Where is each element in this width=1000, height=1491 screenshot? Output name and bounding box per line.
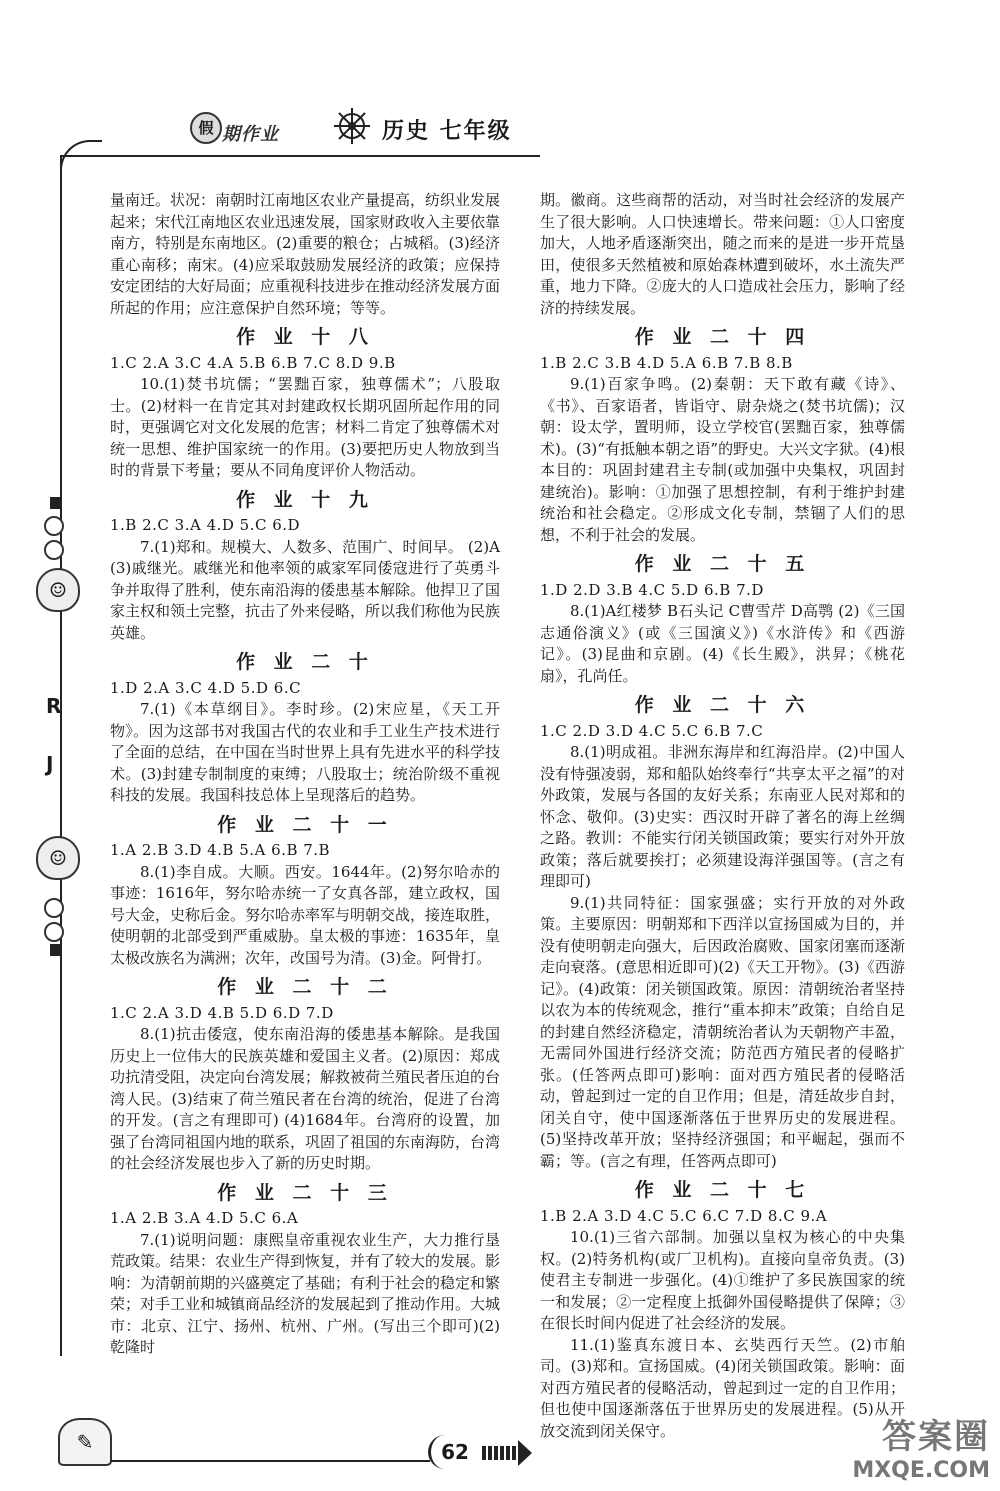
choice-answers: 1.C 2.A 3.D 4.B 5.D 6.D 7.D: [110, 1003, 334, 1022]
page-header: [150, 100, 550, 160]
answer-paragraph: 10.(1)三省六部制。加强以皇权为核心的中央集权。(2)特务机构(或厂卫机构)。直接向皇帝负责。(3)使君主专制进一步强化。(4)①维护了多民族国家的统一和发展；②一定程度上抵御外国侵略提供了保障；③在很长时间内促进了社会经济的发展。: [540, 1228, 905, 1332]
choice-answers: 1.D 2.D 3.B 4.C 5.D 6.B 7.D: [540, 580, 764, 599]
left-column: [110, 190, 500, 1359]
watermark-url: MXQE.COM: [852, 1458, 990, 1483]
answer-paragraph: 7.(1)《本草纲目》。李时珍。(2)宋应星，《天工开物》。因为这部书对我国古代的农业和手工业生产技术进行了全面的总结，在中国在当时世界上具有先进水平的科学技术。(3)封建专制制度的束缚；八股取士；统治阶级不重视科技的发展。我国科技总体上呈现落后的趋势。: [110, 700, 501, 804]
answer-paragraph: 9.(1)共同特征：国家强盛；实行开放的对外政策。主要原因：明朝郑和下西洋以宣扬国威为目的，并没有使明朝走向强大，后因政治腐败、国家闭塞而逐渐走向衰落。(意思相近即可)(2)《天工开物》。(3)《西游记》。(4)政策：闭关锁国政策。原因：清朝统治者坚持以农为本的传统观念，推行“重本抑末”政策；自给自足的封建自然经济稳定，清朝统治者认为天朝物产丰盈，无需同外国进行经济交流；防范西方殖民者的侵略扩张。(任答两点即可)影响：面对西方殖民者的侵略活动，曾起到过一定的自卫作用；但是，清廷故步自封，闭关自守，使中国逐渐落伍于世界历史的发展进程。(5)坚持改革开放；坚持经济强国；和平崛起，强而不霸；等。(言之有理，任答两点即可): [540, 893, 905, 1170]
answer-paragraph: 8.(1)抗击倭寇，使东南沿海的倭患基本解除。是我国历史上一位伟大的民族英雄和爱国主义者。(2)原因：郑成功抗清受阻，决定向台湾发展；解救被荷兰殖民者压迫的台湾人民。(3)结束了荷兰殖民者在台湾的统治，促进了台湾的开发。(言之有理即可) (4)1684年。台湾府的设置，加强了台湾同祖国内地的联系，巩固了祖国的东南海防，台湾的社会经济发展也步入了新的历史时期。: [110, 1025, 501, 1172]
rail-square-marker: [50, 944, 62, 956]
rail-square-marker: [50, 497, 62, 509]
section-heading: 作 业 二 十 三: [217, 1181, 393, 1204]
choice-answers: 1.D 2.A 3.C 4.D 5.D 6.C: [110, 678, 302, 697]
rail-circle: [44, 540, 64, 560]
answer-paragraph: 8.(1)明成祖。非洲东海岸和红海沿岸。(2)中国人没有恃强凌弱，郑和船队始终奉行“共享太平之福”的对外政策，发展与各国的友好关系；东南亚人民对郑和的怀念、敬仰。(3)史实：西汉时开辟了著名的海上丝绸之路。教训：不能实行闭关锁国政策；要实行对外开放政策；落后就要挨打；必须建设海洋强国等。(言之有理即可): [540, 743, 905, 890]
answer-paragraph: 8.(1)A红楼梦 B石头记 C曹雪芹 D高鹗 (2)《三国志通俗演义》(或《三国演义》)《水浒传》和《西游记》。(3)昆曲和京剧。(4)《长生殿》，洪昇；《桃花扇》，孔尚任。: [540, 602, 905, 685]
answer-paragraph: 量南迁。状况：南朝时江南地区农业产量提高，纺织业发展起来；宋代江南地区农业迅速发展，国家财政收入主要依靠南方，特别是东南地区。(2)重要的粮仓；占城稻。(3)经济重心南移；南宋。(4)应采取鼓励发展经济的政策；应保持安定团结的大好局面；应重视科技进步在推动经济发展方面所起的作用；应注意保护自然环境；等等。: [110, 191, 501, 317]
right-column: [540, 190, 905, 1442]
header-subject: 历史 七年级: [382, 119, 512, 144]
logo-badge: 假: [190, 112, 222, 144]
rail-circle: [44, 898, 64, 918]
answer-paragraph: 7.(1)郑和。规模大、人数多、范围广、时间早。 (2)A (3)戚继光。戚继光和他率领的戚家军同倭寇进行了英勇斗争并取得了胜利，使东南沿海的倭患基本解除。他捍卫了国家主权和领土完整，抗击了外来侵略，所以我们称他为民族英雄。: [110, 537, 501, 642]
header-decor-curve: [60, 140, 102, 202]
rail-letter-j: J: [46, 752, 54, 776]
answer-paragraph: 7.(1)说明问题：康熙皇帝重视农业生产，大力推行垦荒政策。结果：农业生产得到恢复，并有了较大的发展。影响：为清朝前期的兴盛奠定了基础；有利于社会的稳定和繁荣；对手工业和城镇商品经济的发展起到了推动作用。大城市：北京、江宁、扬州、杭州、广州。(写出三个即可)(2)乾隆时: [110, 1230, 501, 1356]
section-heading: 作 业 十 九: [236, 488, 374, 511]
rail-circle: [44, 922, 64, 942]
footer-rule: [110, 1460, 430, 1462]
mascot-icon: ☺: [36, 836, 80, 880]
watermark-logo: 答案圈: [882, 1417, 990, 1457]
logo-text: 期作业: [222, 124, 279, 145]
header-rule: [60, 155, 540, 157]
answer-paragraph: 11.(1)鉴真东渡日本、玄奘西行天竺。(2)市舶司。(3)郑和。宣扬国威。(4)闭关锁国政策。影响：面对西方殖民者的侵略活动，曾起到过一定的自卫作用；但也使中国逐渐落伍于世界历史的发展进程。(5)从开放交流到闭关保守。: [540, 1335, 905, 1440]
left-rail: [60, 156, 62, 1356]
watermark: [852, 1409, 990, 1483]
choice-answers: 1.A 2.B 3.D 4.B 5.A 6.B 7.B: [110, 841, 331, 859]
ship-wheel-icon: [332, 106, 372, 146]
answer-paragraph: 期。徽商。这些商帮的活动，对当时社会经济的发展产生了很大影响。人口快速增长。带来问题：①人口密度加大，人地矛盾逐渐突出，随之而来的是进一步开荒垦田，使很多天然植被和原始森林遭到破坏，水土流失严重，地力下降。②庞大的人口造成社会压力，影响了经济的持续发展。: [540, 191, 905, 317]
choice-answers: 1.B 2.C 3.B 4.D 5.A 6.B 7.B 8.B: [540, 353, 793, 372]
answer-paragraph: 9.(1)百家争鸣。(2)秦朝：天下敢有藏《诗》、《书》、百家语者，皆诣守、尉杂烧之(焚书坑儒)；汉朝：设太学，置明师，设立学校官(罢黜百家，独尊儒术)。(3)“有抵触本朝之语”的野史。大兴文字狱。(4)根本目的：巩固封建君主专制(或加强中央集权，巩固封建统治)。影响：①加强了思想控制，有利于维护封建统治和社会稳定。②形成文化专制，禁锢了人们的思想，不利于社会的发展。: [540, 375, 905, 544]
page-number: 62: [428, 1435, 479, 1469]
choice-answers: 1.C 2.D 3.D 4.C 5.C 6.B 7.C: [540, 721, 764, 740]
section-heading: 作 业 二 十 五: [634, 553, 811, 575]
rail-circle: [44, 516, 64, 536]
section-heading: 作 业 二 十 一: [217, 813, 393, 836]
choice-answers: 1.B 2.C 3.A 4.D 5.C 6.D: [110, 516, 301, 534]
section-heading: 作 业 二 十 四: [634, 326, 811, 348]
answer-paragraph: 8.(1)李自成。大顺。西安。1644年。(2)努尔哈赤的事迹：1616年，努尔哈赤统一了女真各部，建立政权，国号大金，史称后金。努尔哈赤率军与明朝交战，接连取胜，使明朝的北部受到严重威胁。皇太极的事迹：1635年，皇太极改族名为满洲；次年，改国号为清。(3)金。阿骨打。: [110, 862, 501, 967]
choice-answers: 1.A 2.B 3.A 4.D 5.C 6.A: [110, 1209, 299, 1227]
choice-answers: 1.B 2.A 3.D 4.C 5.C 6.C 7.D 8.C 9.A: [540, 1206, 828, 1225]
section-heading: 作 业 二 十 七: [634, 1179, 811, 1201]
choice-answers: 1.C 2.A 3.C 4.A 5.B 6.B 7.C 8.D 9.B: [110, 353, 396, 372]
next-arrow-icon: [482, 1440, 532, 1466]
section-heading: 作 业 十 八: [236, 326, 374, 348]
section-heading: 作 业 二 十 六: [634, 694, 811, 716]
footer-mascot-icon: ✎: [58, 1418, 112, 1466]
section-heading: 作 业 二 十 二: [217, 976, 393, 998]
section-heading: 作 业 二 十: [236, 651, 374, 673]
mascot-icon: ☺: [36, 568, 80, 612]
answer-paragraph: 10.(1)焚书坑儒；“罢黜百家，独尊儒术”；八股取士。(2)材料一在肯定其对封建政权长期巩固所起作用的同时，更强调它对文化发展的危害；材料二肯定了独尊儒术对统一思想、维护国家统一的作用。(3)要把历史人物放到当时的背景下考量；要从不同角度评价人物活动。: [110, 375, 501, 479]
rail-letter-r: R: [46, 694, 62, 718]
